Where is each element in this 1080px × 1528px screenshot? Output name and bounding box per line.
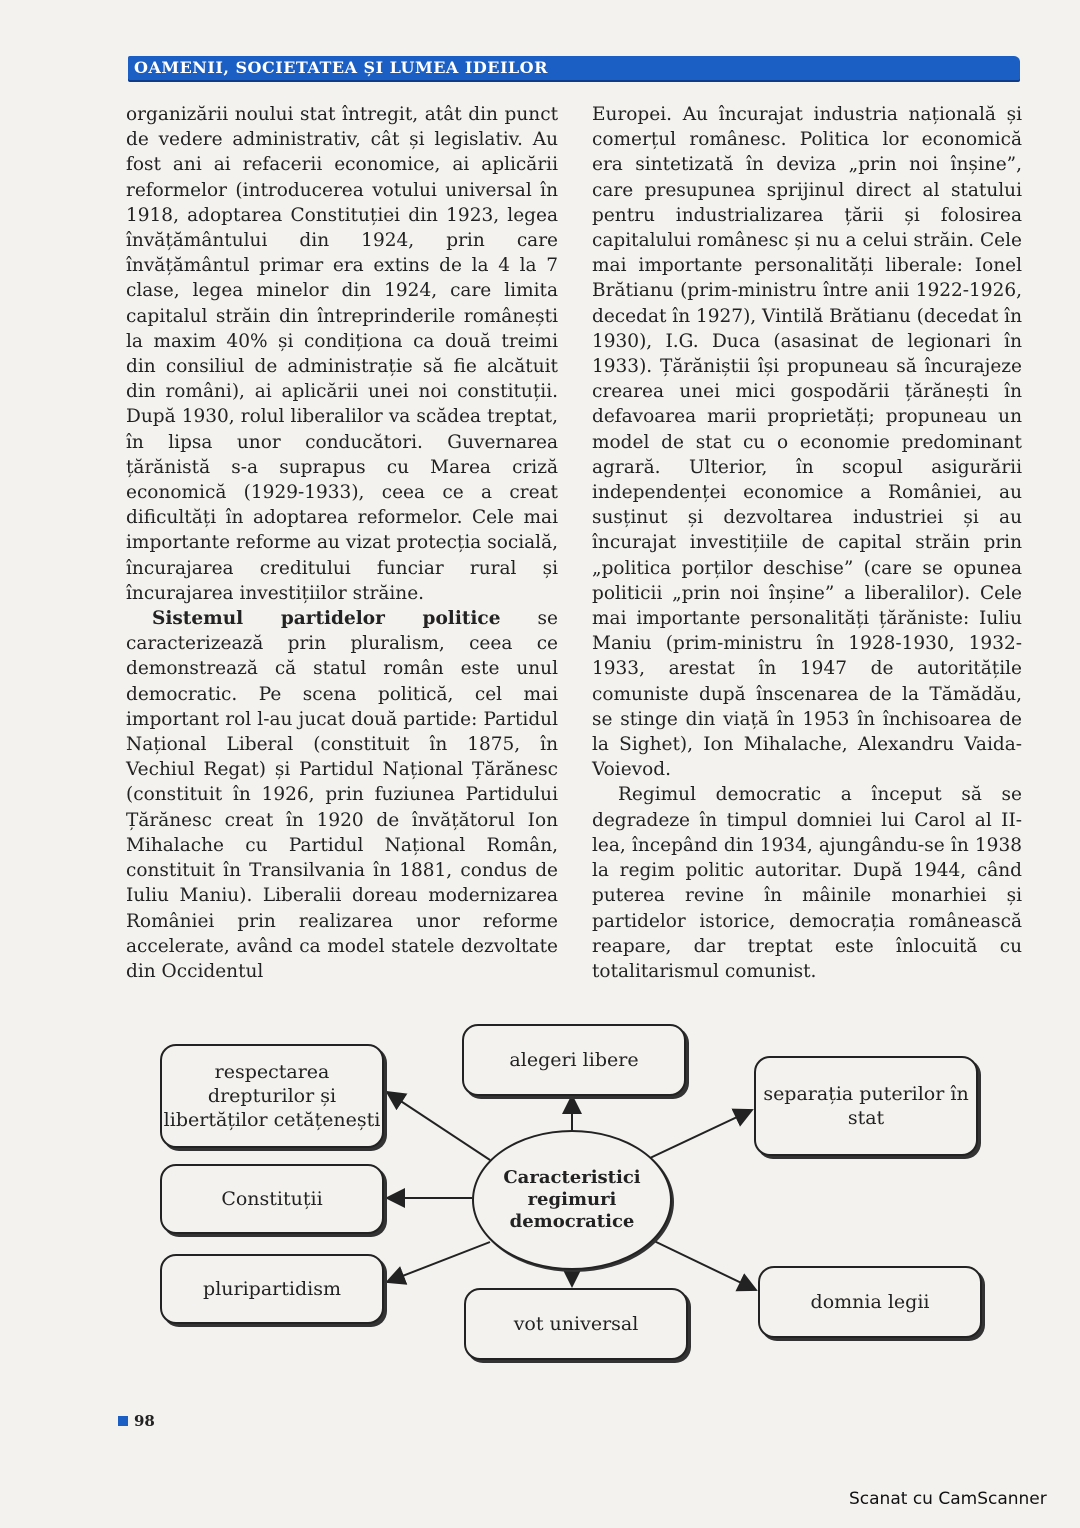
- paragraph-regime: Regimul democratic a început să se degradeze în timpul domniei lui Carol al II-lea, începând din 1934, ajungându-se în 1938 la regim politic autoritar. După 1944, când puterea revine în mâinile monarhiei și partidelor istorice, democrația românească reapare, dar treptat este înlocuită cu totalitarismul comunist.: [592, 784, 1022, 982]
- arrow-to-separation: [650, 1110, 752, 1158]
- page-marker-icon: [118, 1416, 128, 1426]
- page-number: [118, 1412, 155, 1430]
- box-elections: alegeri libere: [462, 1024, 686, 1096]
- section-header-title: OAMENII, SOCIETATEA ȘI LUMEA IDEILOR: [134, 58, 548, 77]
- paragraph: Europei. Au încurajat industria națională și comerțul românesc. Politica lor economică era sintetizată în deviza „prin noi înșine”, care presupunea sprijinul direct al statului pentru industrializarea țării și folosirea capitalului românesc și nu a celui străin. Cele mai importante personalități liberale: Ionel Brătianu (prim-ministru între anii 1922-1926, decedat în 1927), Vintilă Brătianu (decedat în 1930), I.G. Duca (asasinat de legionari în 1933). Țărăniștii își propuneau să încurajeze crearea unei mici gospodării țărănești în defavoarea marii proprietăți; propuneau un model de stat cu o economie predominant agrară. Ulterior, în scopul asigurării independenței economice a României, au susținut și dezvoltarea industriei și au încurajat investițiile de capital străin prin „politica porților deschise” (care se opunea politicii „prin noi înșine” a liberalilor). Cele mai importante personalități țărăniste: Iuliu Maniu (prim-ministru în 1928-1930, 1932-1933, arestat în 1947 de autoritățile comuniste după înscenarea de la Tămădău, se stinge din viață în 1953 în închisoarea de la Sighet), Ion Mihalache, Alexandru Vaida-Voievod.: [592, 104, 1022, 781]
- box-vote: vot universal: [464, 1288, 688, 1360]
- paragraph: organizării noului stat întregit, atât din punct de vedere administrativ, cât și legislativ. Au fost ani ai refacerii economice, ai aplicării reformelor (introducerea votului universal în 1918, adoptarea Constituției din 1923, legea învățământului din 1924, prin care învățământul primar era extins de la 4 la 7 clase, legea minelor din 1924, care limita capitalul străin din întreprinderile românești la maxim 40% și condiționa ca două treimi din consiliul de administrație să fie alcătuit din români), ai aplicării unei noi constituții. După 1930, rolul liberalilor va scădea treptat, în lipsa unor conducători. Guvernarea țărănistă s-a suprapus cu Marea criză economică (1929-1933), ceea ce a creat dificultăți în adoptarea reformelor. Cele mai importante reforme au vizat protecția socială, încurajarea creditului funciar rural și încurajarea investițiilor străine.: [126, 104, 558, 604]
- bold-term: Sistemul partidelor politice: [152, 608, 501, 630]
- scanner-watermark: Scanat cu CamScanner: [849, 1489, 1047, 1509]
- arrow-to-rights: [387, 1092, 490, 1160]
- box-constitutions: Constituții: [160, 1164, 384, 1234]
- arrow-to-pluripartidism: [387, 1242, 490, 1282]
- page-number-text: 98: [134, 1412, 155, 1430]
- center-node: Caracteristici regimuri democratice: [472, 1130, 672, 1270]
- box-pluripartidism: pluripartidism: [160, 1254, 384, 1324]
- box-rights: respectarea drepturilor și libertăților cetățenești: [160, 1044, 384, 1148]
- arrow-to-rule-of-law: [652, 1240, 756, 1290]
- paragraph-text: se caracterizează prin pluralism, ceea ce demonstrează că statul român este unul democratic. Pe scena politică, cel mai important rol l-au jucat două partide: Partidul Național Liberal (constituit în 1875, în Vechiul Regat) și Partidul Național Țărănesc (constituit în 1926, prin fuziunea Partidului Țărănesc creat în 1920 de învățătorul Ion Mihalache cu Partidul Național Român, constituit în Transilvania în 1881, condus de Iuliu Maniu). Liberalii doreau modernizarea României prin realizarea unor reforme accelerate, având ca model statele dezvoltate din Occidentul: [126, 608, 558, 982]
- box-separation: separația puterilor în stat: [754, 1056, 978, 1156]
- box-rule-of-law: domnia legii: [758, 1266, 982, 1338]
